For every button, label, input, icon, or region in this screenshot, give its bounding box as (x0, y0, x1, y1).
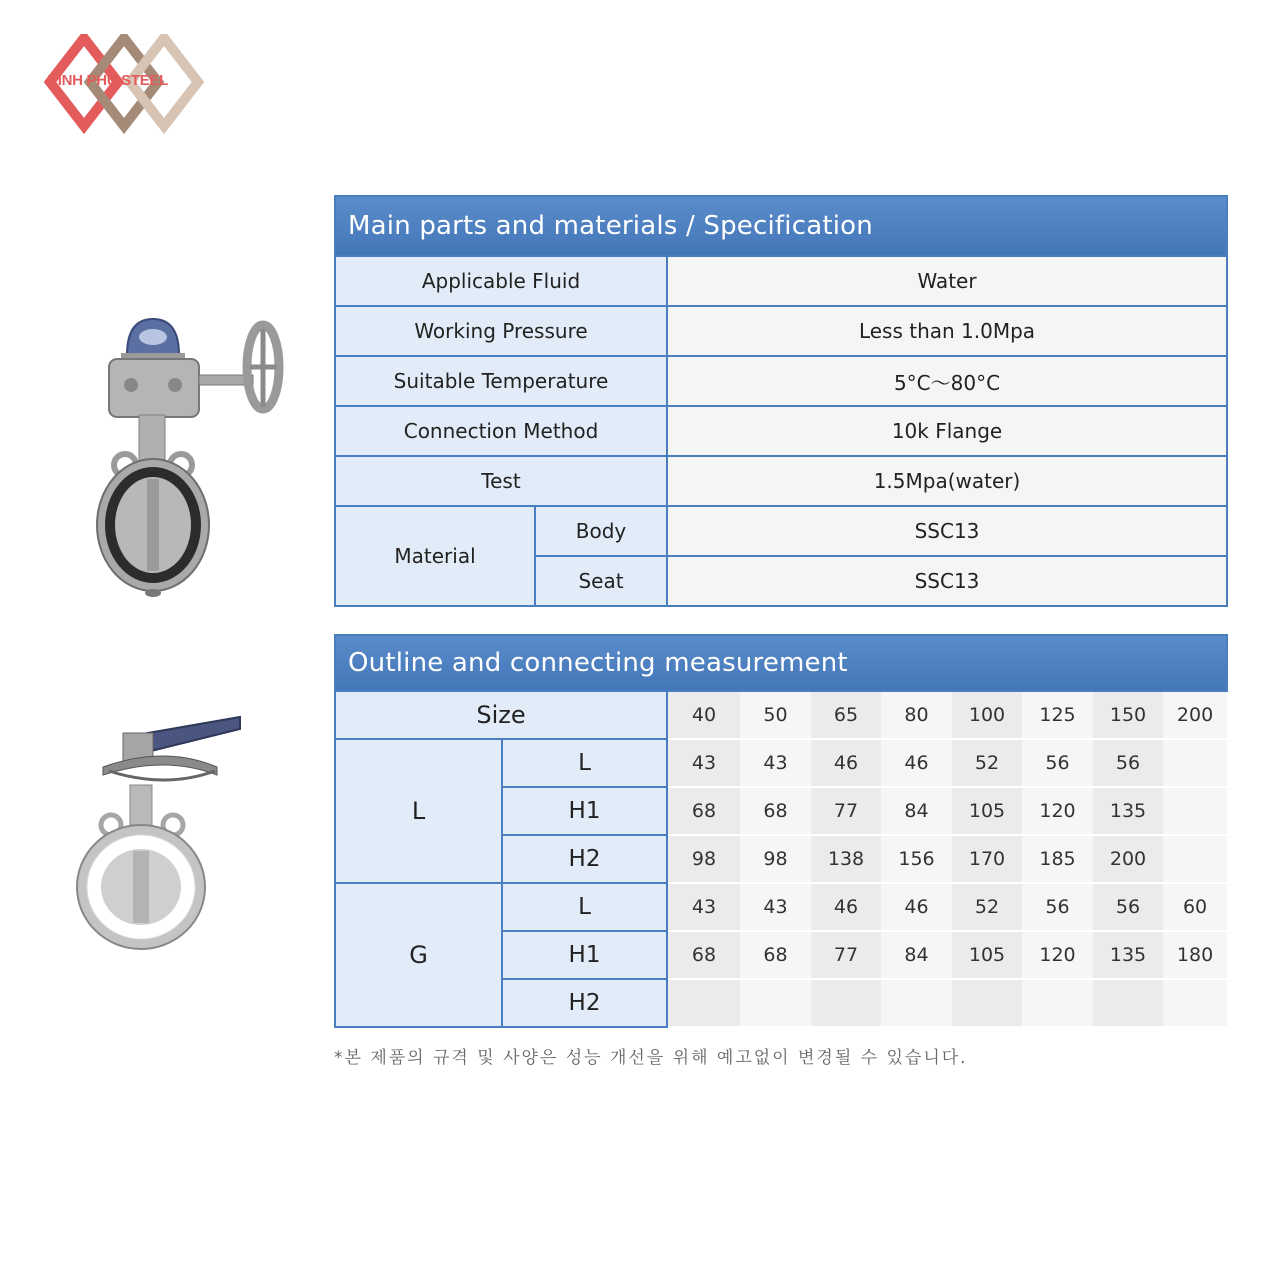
spec-label: Connection Method (335, 406, 667, 456)
material-label: Material (335, 506, 535, 606)
cell-value: 180 (1163, 931, 1227, 979)
cell-value: 98 (740, 835, 811, 883)
cell-value (1163, 835, 1227, 883)
cell-value: 84 (881, 931, 952, 979)
cell-value: 56 (1093, 883, 1163, 931)
cell-value (811, 979, 881, 1027)
material-value: SSC13 (667, 506, 1227, 556)
row-label: L (502, 883, 667, 931)
cell-value: 56 (1022, 739, 1093, 787)
cell-value: 46 (881, 739, 952, 787)
cell-value: 43 (740, 739, 811, 787)
cell-value: 185 (1022, 835, 1093, 883)
cell-value (1022, 979, 1093, 1027)
spec-value: Less than 1.0Mpa (667, 306, 1227, 356)
material-sub-label: Seat (535, 556, 667, 606)
spec-label: Suitable Temperature (335, 356, 667, 406)
cell-value (1163, 787, 1227, 835)
cell-value: 120 (1022, 931, 1093, 979)
cell-value: 68 (667, 787, 740, 835)
cell-value: 135 (1093, 787, 1163, 835)
group-label: G (335, 883, 502, 1027)
cell-value: 60 (1163, 883, 1227, 931)
spec-label: Working Pressure (335, 306, 667, 356)
size-value: 150 (1093, 691, 1163, 739)
cell-value: 170 (952, 835, 1022, 883)
cell-value (740, 979, 811, 1027)
cell-value: 56 (1022, 883, 1093, 931)
size-value: 100 (952, 691, 1022, 739)
cell-value: 68 (740, 787, 811, 835)
cell-value: 84 (881, 787, 952, 835)
cell-value: 77 (811, 931, 881, 979)
cell-value: 135 (1093, 931, 1163, 979)
brand-logo (44, 34, 204, 134)
spec-label: Test (335, 456, 667, 506)
cell-value (952, 979, 1022, 1027)
size-value: 80 (881, 691, 952, 739)
row-label: H1 (502, 787, 667, 835)
size-value: 40 (667, 691, 740, 739)
cell-value: 138 (811, 835, 881, 883)
cell-value: 120 (1022, 787, 1093, 835)
cell-value: 68 (667, 931, 740, 979)
lever-operated-butterfly-valve (75, 715, 245, 955)
cell-value: 68 (740, 931, 811, 979)
cell-value (881, 979, 952, 1027)
cell-value: 46 (881, 883, 952, 931)
row-label: L (502, 739, 667, 787)
cell-value: 105 (952, 787, 1022, 835)
cell-value: 98 (667, 835, 740, 883)
spec-value: Water (667, 256, 1227, 306)
measurement-table-title: Outline and connecting measurement (335, 635, 1227, 691)
spec-table-title: Main parts and materials / Specification (335, 196, 1227, 256)
cell-value: 56 (1093, 739, 1163, 787)
cell-value: 77 (811, 787, 881, 835)
cell-value: 200 (1093, 835, 1163, 883)
cell-value: 46 (811, 883, 881, 931)
cell-value: 52 (952, 739, 1022, 787)
size-value: 50 (740, 691, 811, 739)
cell-value (1163, 979, 1227, 1027)
spec-value: 5°C～80°C (667, 356, 1227, 406)
cell-value (1163, 739, 1227, 787)
group-label: L (335, 739, 502, 883)
cell-value (1093, 979, 1163, 1027)
size-value: 125 (1022, 691, 1093, 739)
cell-value (667, 979, 740, 1027)
material-value: SSC13 (667, 556, 1227, 606)
cell-value: 43 (667, 883, 740, 931)
cell-value: 105 (952, 931, 1022, 979)
size-value: 65 (811, 691, 881, 739)
spec-value: 10k Flange (667, 406, 1227, 456)
gear-operated-butterfly-valve (95, 315, 285, 600)
brand-name: VINH PHU STEEL (48, 72, 168, 89)
cell-value: 52 (952, 883, 1022, 931)
row-label: H2 (502, 835, 667, 883)
material-sub-label: Body (535, 506, 667, 556)
spec-label: Applicable Fluid (335, 256, 667, 306)
cell-value: 43 (667, 739, 740, 787)
size-header: Size (335, 691, 667, 739)
measurement-table (334, 634, 1228, 1028)
row-label: H1 (502, 931, 667, 979)
cell-value: 43 (740, 883, 811, 931)
spec-value: 1.5Mpa(water) (667, 456, 1227, 506)
cell-value: 46 (811, 739, 881, 787)
cell-value: 156 (881, 835, 952, 883)
size-value: 200 (1163, 691, 1227, 739)
footnote: *본 제품의 규격 및 사양은 성능 개선을 위해 예고없이 변경될 수 있습니다. (334, 1048, 968, 1068)
row-label: H2 (502, 979, 667, 1027)
specification-table (334, 195, 1228, 607)
